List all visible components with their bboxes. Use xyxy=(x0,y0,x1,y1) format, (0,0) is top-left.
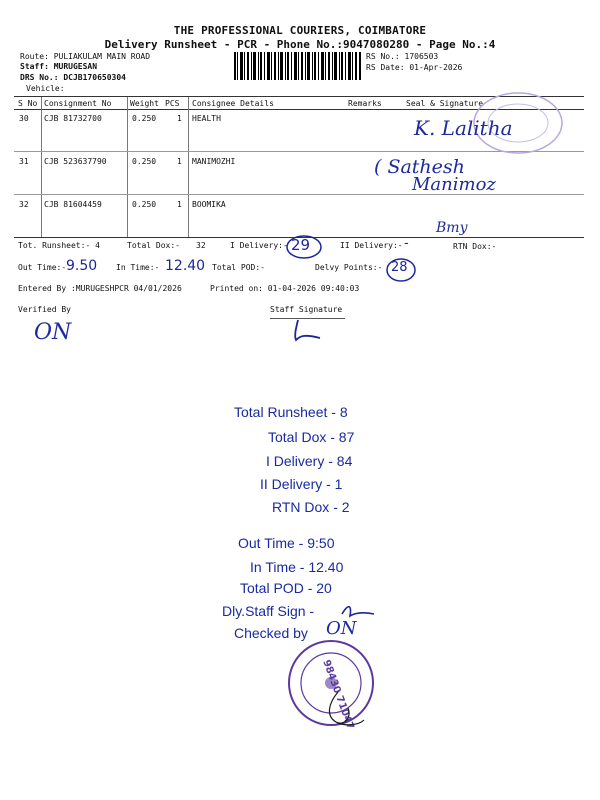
col-sep xyxy=(41,97,42,237)
entered-by: Entered By :MURUGESHPCR 04/01/2026 xyxy=(18,284,182,293)
row-consignee: HEALTH xyxy=(192,114,221,123)
note-total-runsheet: Total Runsheet - 8 xyxy=(234,404,348,420)
stamp-number: 98430 71047 xyxy=(320,658,356,731)
row-pcs: 1 xyxy=(177,114,182,123)
col-remarks: Remarks xyxy=(348,99,382,108)
rs-number: RS No.: 1706503 xyxy=(366,52,439,61)
col-pcs: PCS xyxy=(165,99,180,108)
rtn-dox-label: RTN Dox:- xyxy=(453,242,497,251)
row-divider xyxy=(14,194,584,195)
col-consignment: Consignment No xyxy=(44,99,112,108)
in-time-label: In Time:- xyxy=(116,263,160,272)
out-time-label: Out Time:- xyxy=(18,263,67,272)
verified-signature: ON xyxy=(34,320,72,345)
delvy-points-value: 28 xyxy=(391,260,408,275)
row-pcs: 1 xyxy=(177,157,182,166)
row-consignment: CJB 523637790 xyxy=(44,157,107,166)
col-consignee: Consignee Details xyxy=(192,99,274,108)
row-pcs: 1 xyxy=(177,200,182,209)
drs-number: DRS No.: DCJB170650304 xyxy=(20,73,126,82)
route-label: Route: PULIAKULAM MAIN ROAD xyxy=(20,52,151,61)
row-sno: 30 xyxy=(19,114,29,123)
row-consignment: CJB 81732700 xyxy=(44,114,102,123)
staff-signature-label: Staff Signature xyxy=(270,305,343,314)
note-rtn-dox: RTN Dox - 2 xyxy=(272,499,350,515)
printed-on: Printed on: 01-04-2026 09:40:03 xyxy=(210,284,360,293)
col-weight: Weight xyxy=(130,99,159,108)
row-consignee: BOOMIKA xyxy=(192,200,226,209)
row-weight: 0.250 xyxy=(132,157,157,166)
row-consignment: CJB 81604459 xyxy=(44,200,102,209)
note-ii-delivery: II Delivery - 1 xyxy=(260,476,343,492)
signature-row-31b: Manimoz xyxy=(412,174,496,195)
row-sno: 32 xyxy=(19,200,29,209)
stamp-signature-scribble xyxy=(318,690,368,730)
total-dox-value: 32 xyxy=(196,241,206,250)
i-delivery-label: I Delivery:- xyxy=(230,241,288,250)
row-consignee: MANIMOZHI xyxy=(192,157,236,166)
ii-delivery-label: II Delivery:- xyxy=(340,241,403,250)
row-weight: 0.250 xyxy=(132,200,157,209)
in-time-value: 12.40 xyxy=(165,258,206,274)
company-title: THE PROFESSIONAL COURIERS, COIMBATORE xyxy=(173,24,427,37)
note-checked-by: Checked by xyxy=(234,625,308,641)
signature-row-31a: ( Sathesh xyxy=(374,156,465,178)
staff-label: Staff: MURUGESAN xyxy=(20,62,98,71)
note-dly-staff-sign: Dly.Staff Sign - xyxy=(222,603,315,619)
verified-by-label: Verified By xyxy=(18,305,71,314)
rs-date: RS Date: 01-Apr-2026 xyxy=(366,63,463,72)
note-i-delivery: I Delivery - 84 xyxy=(266,453,353,469)
row-sno: 31 xyxy=(19,157,29,166)
total-pod-label: Total POD:- xyxy=(212,263,265,272)
signature-row-32: Bmy xyxy=(436,220,468,236)
vehicle-label: Vehicle: xyxy=(26,84,65,93)
col-sno: S No xyxy=(18,99,38,108)
col-seal-signature: Seal & Signature xyxy=(406,99,484,108)
runsheet-subtitle: Delivery Runsheet - PCR - Phone No.:9047080280 - Page No.:4 xyxy=(104,38,496,51)
tot-runsheet: Tot. Runsheet:- 4 xyxy=(18,241,100,250)
ii-delivery-mark: - xyxy=(404,236,409,251)
note-in-time: In Time - 12.40 xyxy=(250,559,344,575)
total-dox-label: Total Dox:- xyxy=(127,241,180,250)
i-delivery-value: 29 xyxy=(291,236,311,254)
staff-signature-scribble xyxy=(290,318,330,344)
row-weight: 0.250 xyxy=(132,114,157,123)
col-sep xyxy=(127,97,128,237)
signature-row-30: K. Lalitha xyxy=(414,116,513,140)
delvy-points-label: Delvy Points:- xyxy=(315,263,383,272)
out-time-value: 9.50 xyxy=(66,258,98,274)
col-sep xyxy=(188,97,189,237)
note-total-dox: Total Dox - 87 xyxy=(268,429,355,445)
note-out-time: Out Time - 9:50 xyxy=(238,535,335,551)
note-total-pod: Total POD - 20 xyxy=(240,580,332,596)
barcode xyxy=(234,52,362,80)
checked-by-signature: ON xyxy=(326,618,357,639)
